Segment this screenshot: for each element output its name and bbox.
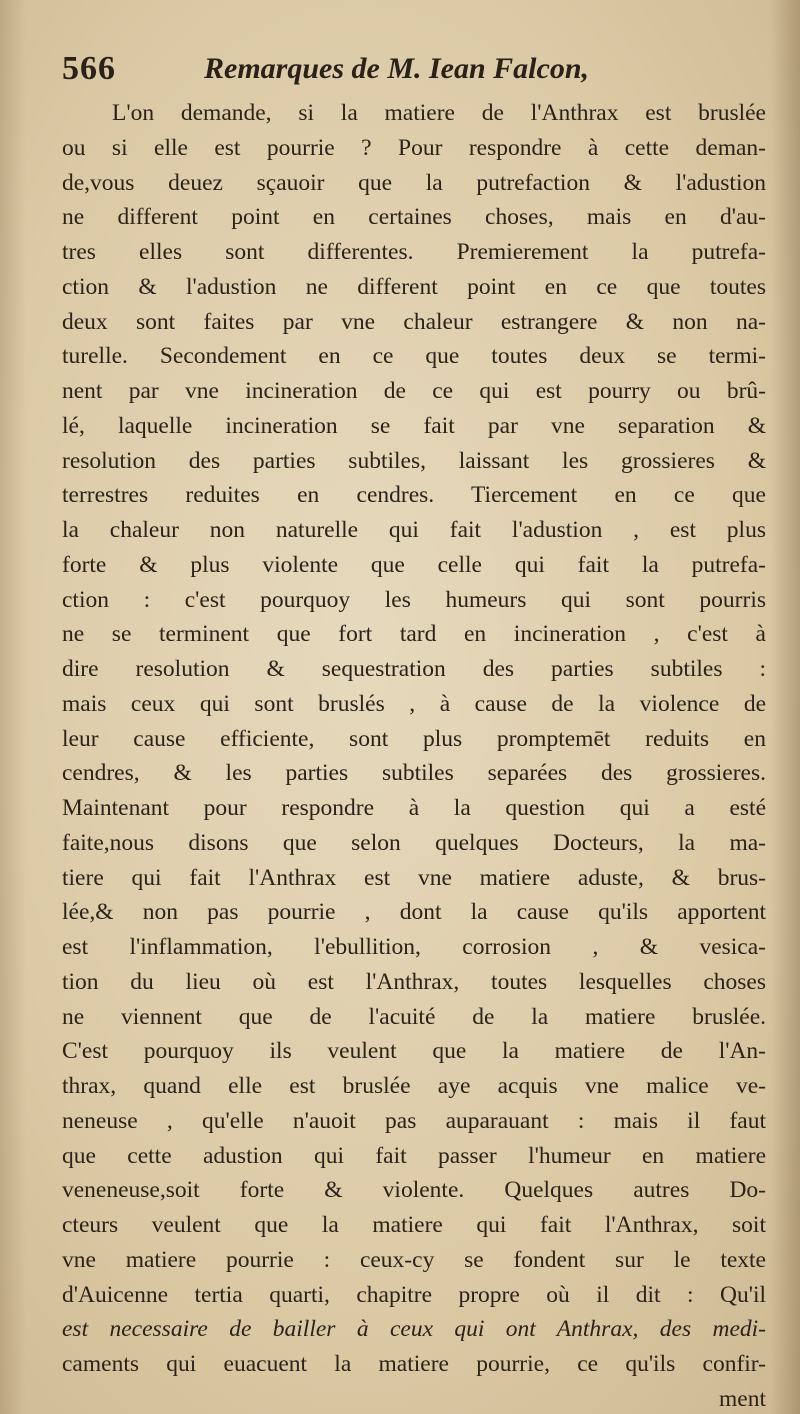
text-line: tion du lieu où est l'Anthrax, toutes lesquelles choses [62,968,766,995]
text-line: forte & plus violente que celle qui fait la putrefa- [62,551,766,578]
text-line: ction & l'adustion ne different point en ce que toutes [62,273,766,300]
text-line: ne viennent que de l'acuité de la matiere bruslée. [62,1003,766,1030]
text-line: cendres, & les parties subtiles separées des grossieres. [62,760,766,787]
text-line: turelle. Secondement en ce que toutes deux se termi- [62,343,766,370]
text-line: caments qui euacuent la matiere pourrie, ce qu'ils confir- [62,1351,766,1377]
text-line: dire resolution & sequestration des parties subtiles : [62,656,766,682]
text-line: est necessaire de bailler à ceux qui ont Anthrax, des medi- [62,1316,766,1343]
text-line: ne different point en certaines choses, mais en d'au- [62,204,766,231]
text-line: la chaleur non naturelle qui fait l'adustion , est plus [62,517,766,543]
text-line: tres elles sont differentes. Premierement la putrefa- [62,239,766,265]
running-title: Remarques de M. Iean Falcon, [204,52,590,85]
text-line: vne matiere pourrie : ceux-cy se fondent sur le texte [62,1246,766,1273]
body-text [62,96,766,1414]
text-line: terrestres reduites en cendres. Tiercement en ce que [62,482,766,509]
text-line: lée,& non pas pourrie , dont la cause qu'ils apportent [62,899,766,926]
text-line: de,vous deuez sçauoir que la putrefaction & l'adustion [62,169,766,196]
text-line: L'on demande, si la matiere de l'Anthrax est bruslée [112,100,766,126]
page-number: 566 [62,50,116,87]
text-line: tiere qui fait l'Anthrax est vne matiere aduste, & brus- [62,864,766,891]
text-line: faite,nous disons que selon quelques Docteurs, la ma- [62,829,766,856]
text-line: Maintenant pour respondre à la question qui a esté [62,795,766,821]
text-line: thrax, quand elle est bruslée aye acquis vne malice ve- [62,1073,766,1099]
text-line: leur cause efficiente, sont plus promptemēt reduits en [62,725,766,752]
text-line: veneneuse,soit forte & violente. Quelques autres Do- [62,1177,766,1204]
text-line: mais ceux qui sont bruslés , à cause de la violence de [62,690,766,717]
text-line: deux sont faites par vne chaleur estrangere & non na- [62,308,766,335]
text-line: nent par vne incineration de ce qui est pourry ou brû- [62,378,766,404]
text-line: d'Auicenne tertia quarti, chapitre propre où il dit : Qu'il [62,1281,766,1308]
text-line: resolution des parties subtiles, laissant les grossieres & [62,447,766,474]
text-line: lé, laquelle incineration se fait par vne separation & [62,412,766,439]
text-line: que cette adustion qui fait passer l'humeur en matiere [62,1142,766,1169]
catchword: ment [719,1385,766,1412]
text-line: ction : c'est pourquoy les humeurs qui sont pourris [62,586,766,613]
text-line: C'est pourquoy ils veulent que la matiere de l'An- [62,1038,766,1065]
page-header [62,46,762,102]
text-line: cteurs veulent que la matiere qui fait l'Anthrax, soit [62,1212,766,1238]
text-line: est l'inflammation, l'ebullition, corrosion , & vesica- [62,934,766,960]
text-line: neneuse , qu'elle n'auoit pas auparauant : mais il faut [62,1107,766,1134]
text-line: ou si elle est pourrie ? Pour respondre à cette deman- [62,134,766,161]
text-line: ne se terminent que fort tard en incineration , c'est à [62,621,766,648]
